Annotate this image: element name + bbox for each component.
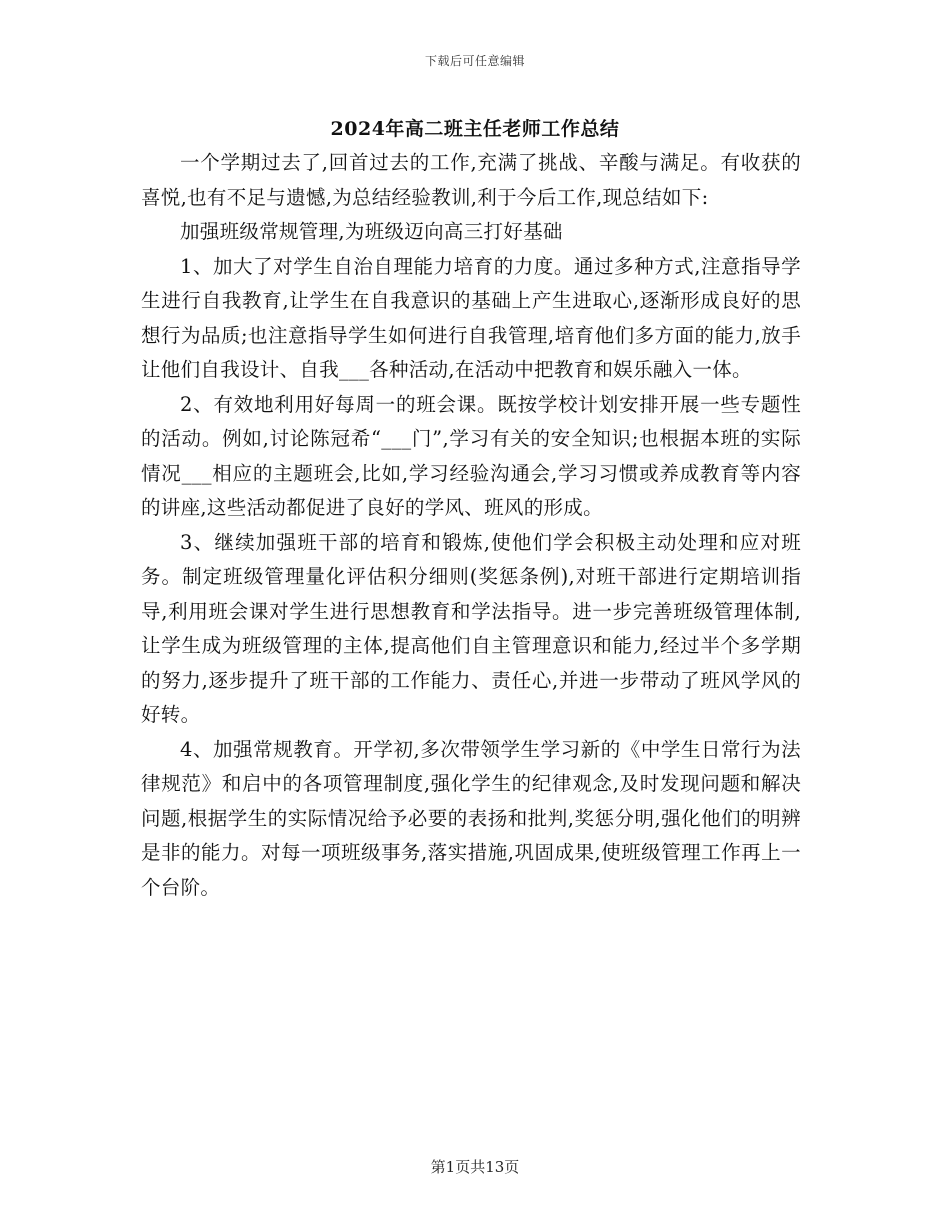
paragraph-item-1: 1、加大了对学生自治自理能力培育的力度。通过多种方式,注意指导学生进行自我教育,让学生在自我意识的基础上产生进取心,逐渐形成良好的思想行为品质;也注意指导学生如何进行自我管理,培育他们多方面的能力,放手让他们自我设计、自我___各种活动,在活动中把教育和娱乐融入一体。 bbox=[141, 254, 801, 381]
document-body bbox=[141, 146, 801, 905]
section-heading: 加强班级常规管理,为班级迈向高三打好基础 bbox=[180, 220, 563, 243]
paragraph-intro: 一个学期过去了,回首过去的工作,充满了挑战、辛酸与满足。有收获的喜悦,也有不足与遗憾,为总结经验教训,利于今后工作,现总结如下: bbox=[141, 151, 801, 209]
document-title: 2024年高二班主任老师工作总结 bbox=[330, 118, 620, 140]
page-number: 第1页共13页 bbox=[430, 1158, 520, 1176]
paragraph-item-4: 4、加强常规教育。开学初,多次带领学生学习新的《中学生日常行为法律规范》和启中的各项管理制度,强化学生的纪律观念,及时发现问题和解决问题,根据学生的实际情况给予必要的表扬和批判,奖惩分明,强化他们的明辨是非的能力。对每一项班级事务,落实措施,巩固成果,使班级管理工作再上一个台阶。 bbox=[141, 737, 801, 899]
page-header-note: 下载后可任意编辑 bbox=[424, 54, 525, 68]
paragraph-item-2: 2、有效地利用好每周一的班会课。既按学校计划安排开展一些专题性的活动。例如,讨论陈冠希“___门”,学习有关的安全知识;也根据本班的实际情况___相应的主题班会,比如,学习经验沟通会,学习习惯或养成教育等内容的讲座,这些活动都促进了良好的学风、班风的形成。 bbox=[141, 392, 801, 519]
paragraph-item-3: 3、继续加强班干部的培育和锻炼,使他们学会积极主动处理和应对班务。制定班级管理量化评估积分细则(奖惩条例),对班干部进行定期培训指导,利用班会课对学生进行思想教育和学法指导。进一步完善班级管理体制,让学生成为班级管理的主体,提高他们自主管理意识和能力,经过半个多学期的努力,逐步提升了班干部的工作能力、责任心,并进一步带动了班风学风的好转。 bbox=[141, 530, 801, 726]
